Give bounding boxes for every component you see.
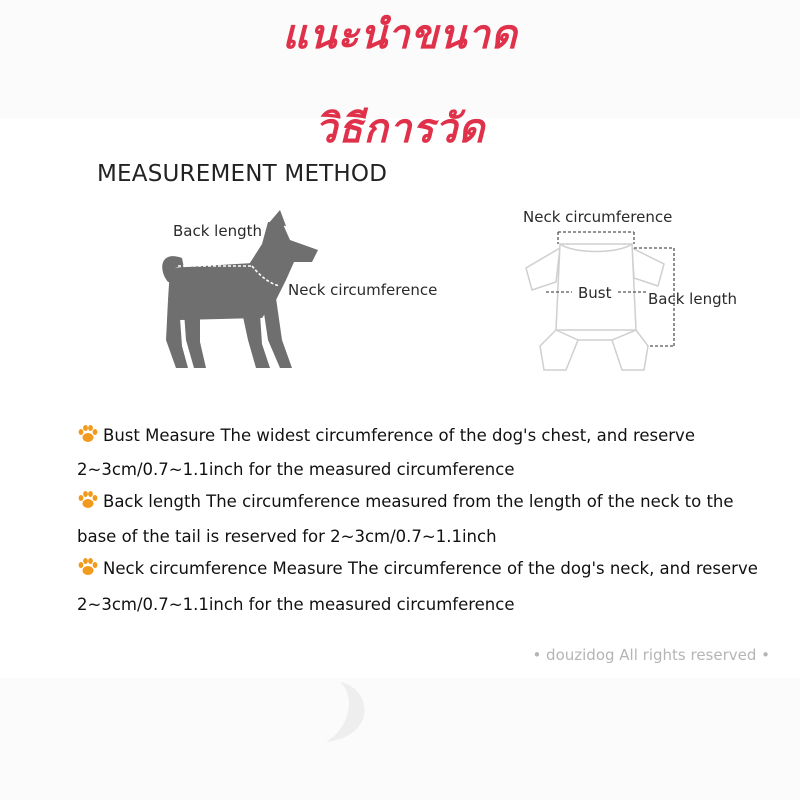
garment-neck-label: Neck circumference [523, 208, 673, 226]
garment-back-length-label: Back length [648, 290, 737, 308]
size-guide-title: แนะนำขนาด [282, 12, 518, 58]
dog-bust-label: Bust [208, 325, 242, 343]
dog-neck-label: Neck circumference [288, 281, 438, 299]
dog-back-length-label: Back length [173, 222, 262, 240]
measurement-method-heading: MEASUREMENT METHOD [97, 161, 388, 187]
garment-bust-label: Bust [578, 284, 612, 302]
back-length-instruction-line2: base of the tail is reserved for 2~3cm/0.7~1.1inch [77, 527, 497, 546]
back-length-instruction-text: Back length The circumference measured from the length of the neck to the [103, 492, 734, 511]
copyright-note: • douzidog All rights reserved • [532, 646, 770, 664]
bust-instruction-line2: 2~3cm/0.7~1.1inch for the measured circumference [77, 460, 515, 479]
neck-instruction-text: Neck circumference Measure The circumference of the dog's neck, and reserve [103, 559, 758, 578]
measurement-method-title-thai: วิธีการวัด [314, 106, 486, 152]
neck-instruction-line2: 2~3cm/0.7~1.1inch for the measured circumference [77, 595, 515, 614]
bust-instruction-text: Bust Measure The widest circumference of the dog's chest, and reserve [103, 426, 695, 445]
